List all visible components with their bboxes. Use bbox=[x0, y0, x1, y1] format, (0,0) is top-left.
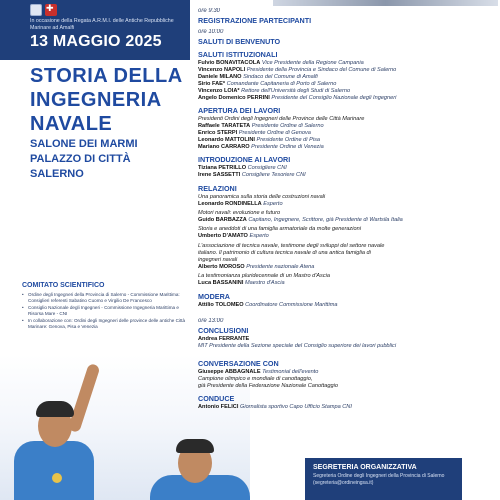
speaker-role: Presidente Ordine di Salerno bbox=[251, 123, 324, 129]
section-heading: MODERA bbox=[198, 292, 230, 301]
time-label: ore 13:00 bbox=[198, 318, 224, 324]
committee-item: • Consiglio Nazionale degli Ingegneri - Commissione Ingegneria Marittima e Risorsa Mare - CNI bbox=[22, 305, 188, 317]
section-heading: CONCLUSIONI bbox=[198, 326, 249, 335]
speaker-role: Coordinatore Commissione Marittima bbox=[245, 302, 338, 308]
committee-item: • Ordine degli Ingegneri della Provincia di Salerno - Commissione Marittima: Consiglieri referenti Sabatino Cuomo e Virgilio De Francesco bbox=[22, 292, 188, 304]
speaker-line bbox=[198, 123, 498, 129]
speaker-name: Irene SASSETTI bbox=[198, 172, 241, 178]
speaker-role: Esperto bbox=[263, 201, 283, 207]
speaker-name: Andrea FERRANTE bbox=[198, 336, 250, 342]
speaker-role: Giornalista sportivo Capo Ufficio Stampa CNI bbox=[239, 404, 352, 410]
speaker-name: Daniele MILANO bbox=[198, 74, 242, 80]
committee-list bbox=[22, 292, 188, 331]
topic-line: Storia e aneddoti di una famiglia armatoriale da molte generazioni bbox=[198, 226, 361, 232]
speaker-role: Presidente nazionale Atena bbox=[246, 264, 315, 270]
speaker-role: Presidente Ordine di Genova bbox=[238, 130, 311, 136]
speaker-line bbox=[198, 81, 498, 87]
event-date: 13 MAGGIO 2025 bbox=[30, 33, 162, 50]
speaker-line bbox=[198, 74, 498, 80]
speaker-name: Attilio TOLOMEO bbox=[198, 302, 244, 308]
topic-line: ingegneri navali bbox=[198, 257, 238, 263]
time-label: ore 9:30 bbox=[198, 8, 221, 14]
top-photo-strip bbox=[273, 0, 498, 6]
speaker-line bbox=[198, 264, 498, 270]
speaker-line bbox=[198, 336, 498, 342]
armi-logo-icon bbox=[30, 4, 42, 16]
program bbox=[198, 0, 498, 455]
speaker-role: Consigliere CNI bbox=[247, 165, 287, 171]
speaker-role: Maestro d'Ascia bbox=[244, 280, 285, 286]
speaker-name: Enrico STERPI bbox=[198, 130, 238, 136]
speaker-name: Tiziana PETRILLO bbox=[198, 165, 247, 171]
topic-line: L'associazione di tecnica navale, testimone degli sviluppi del settore navale bbox=[198, 243, 385, 249]
speaker-line bbox=[198, 165, 498, 171]
committee-title: COMITATO SCIENTIFICO bbox=[22, 282, 105, 289]
topic-line: La testimonianza pluridecennale di un Mastro d'Ascia bbox=[198, 273, 330, 279]
speaker-role: MIT Presidente della Sezione speciale del Consiglio superiore dei lavori pubblici bbox=[198, 343, 397, 349]
speaker-role: Presidente del Consiglio Nazionale degli Ingegneri bbox=[271, 95, 397, 101]
rower-shirt bbox=[14, 441, 94, 500]
speaker-line bbox=[198, 217, 498, 223]
section-heading: SALUTI DI BENVENUTO bbox=[198, 37, 281, 46]
speaker-name: Guido BARBAZZA bbox=[198, 217, 247, 223]
speaker-role: Sindaco del Comune di Amalfi bbox=[243, 74, 318, 80]
section-heading: REGISTRAZIONE PARTECIPANTI bbox=[198, 16, 312, 25]
speaker-line bbox=[198, 369, 498, 375]
section-heading: CONDUCE bbox=[198, 394, 235, 403]
cross-logo-icon bbox=[45, 4, 57, 16]
speaker-line bbox=[198, 404, 498, 410]
speaker-line bbox=[198, 67, 498, 73]
header-band bbox=[0, 0, 190, 60]
speaker-line bbox=[198, 144, 498, 150]
venue bbox=[30, 137, 190, 182]
speaker-role: Presidente Ordine di Pisa bbox=[256, 137, 320, 143]
secretariat-text[interactable]: Segreteria Ordine degli Ingegneri della Provincia di Salerno (segreteria@ordineingsa.it) bbox=[313, 473, 445, 486]
section-heading: SALUTI ISTITUZIONALI bbox=[198, 50, 278, 59]
topic-line: Presidenti Ordini degli Ingegneri delle Province delle Città Marinare bbox=[198, 116, 365, 122]
speaker-line bbox=[198, 233, 498, 239]
speaker-name: Giuseppe ABBAGNALE bbox=[198, 369, 261, 375]
speaker-role: Consigliere Tesoriere CNI bbox=[241, 172, 306, 178]
speaker-name: Mariano CARRARO bbox=[198, 144, 250, 150]
section-heading: RELAZIONI bbox=[198, 184, 237, 193]
topic-line: Campione olimpico e mondiale di canottaggio, bbox=[198, 376, 313, 382]
speaker-line bbox=[198, 280, 498, 286]
section-heading: CONVERSAZIONE CON bbox=[198, 359, 279, 368]
speaker-line bbox=[198, 343, 498, 349]
medal-icon bbox=[52, 473, 62, 483]
organizer-line: In occasione della Regata A.R.M.I. delle Antiche Repubbliche Marinare ad Amalfi bbox=[30, 18, 174, 31]
event-title bbox=[30, 64, 190, 136]
speaker-line bbox=[198, 302, 498, 308]
title-line: STORIA DELLA bbox=[30, 65, 183, 87]
topic-line: Motori navali: evoluzione e futuro bbox=[198, 210, 281, 216]
speaker-role: Rettore dell'Università degli Studi di Salerno bbox=[241, 88, 351, 94]
speaker-name: Raffaele TARATETA bbox=[198, 123, 251, 129]
speaker-line bbox=[198, 95, 498, 101]
title-line: NAVALE bbox=[30, 113, 113, 135]
speaker-role: Presidente Ordine di Venezia bbox=[251, 144, 324, 150]
speaker-name: Leonardo RONDINELLA bbox=[198, 201, 262, 207]
speaker-role: Comandante Capitaneria di Porto di Salerno bbox=[226, 81, 337, 87]
speaker-name: Angelo Domenico PERRINI bbox=[198, 95, 270, 101]
rower-hair bbox=[36, 401, 74, 417]
speaker-role: Presidente della Provincia e Sindaco del Comune di Salerno bbox=[246, 67, 397, 73]
speaker-name: Sirio FAÈ* bbox=[198, 81, 226, 87]
speaker-line bbox=[198, 137, 498, 143]
speaker-role: Vice Presidente della Regione Campania bbox=[261, 60, 364, 66]
speaker-name: Luca BASSANINI bbox=[198, 280, 244, 286]
speaker-role: Testimonial dell'evento bbox=[262, 369, 319, 375]
speaker-name: Vincenzo NAPOLI bbox=[198, 67, 246, 73]
venue-line: SALONE DEI MARMI bbox=[30, 138, 138, 150]
speaker-role: Esperto bbox=[249, 233, 269, 239]
secretariat-box bbox=[305, 458, 462, 500]
venue-line: PALAZZO DI CITTÀ bbox=[30, 153, 131, 165]
speaker-name: Leonardo MATTOLINI bbox=[198, 137, 255, 143]
title-line: INGEGNERIA bbox=[30, 89, 162, 111]
topic-line: Una panoramica sulla storia delle costruzioni navali bbox=[198, 194, 326, 200]
venue-line: SALERNO bbox=[30, 168, 84, 180]
speaker-line bbox=[198, 201, 498, 207]
topic-line: già Presidente della Federazione Nazionale Canottaggio bbox=[198, 383, 338, 389]
speaker-line bbox=[198, 130, 498, 136]
speaker-line bbox=[198, 172, 498, 178]
section-heading: APERTURA DEI LAVORI bbox=[198, 106, 281, 115]
speaker-line bbox=[198, 88, 498, 94]
speaker-line bbox=[198, 60, 498, 66]
secretariat-title: SEGRETERIA ORGANIZZATIVA bbox=[313, 464, 417, 471]
speaker-role: Capitano, Ingegnere, Scrittore, già Presidente di Wartsila Italia bbox=[248, 217, 403, 223]
speaker-name: Umberto D'AMATO bbox=[198, 233, 248, 239]
speaker-name: Antonio FELICI bbox=[198, 404, 239, 410]
speaker-name: Vincenzo LOIA* bbox=[198, 88, 240, 94]
committee-item: • In collaborazione con: Ordini degli Ingegneri delle province delle antiche Città Marinare: Genova, Pisa e Venezia bbox=[22, 318, 188, 330]
raised-arm bbox=[67, 363, 100, 433]
time-label: ore 10:00 bbox=[198, 29, 224, 35]
speaker-name: Fulvio BONAVITACOLA bbox=[198, 60, 261, 66]
topic-line: italiano. Il patrimonio di cultura tecnica navale di una antica famiglia di bbox=[198, 250, 371, 256]
section-heading: INTRODUZIONE AI LAVORI bbox=[198, 155, 291, 164]
speaker-name: Alberto MOROSO bbox=[198, 264, 245, 270]
